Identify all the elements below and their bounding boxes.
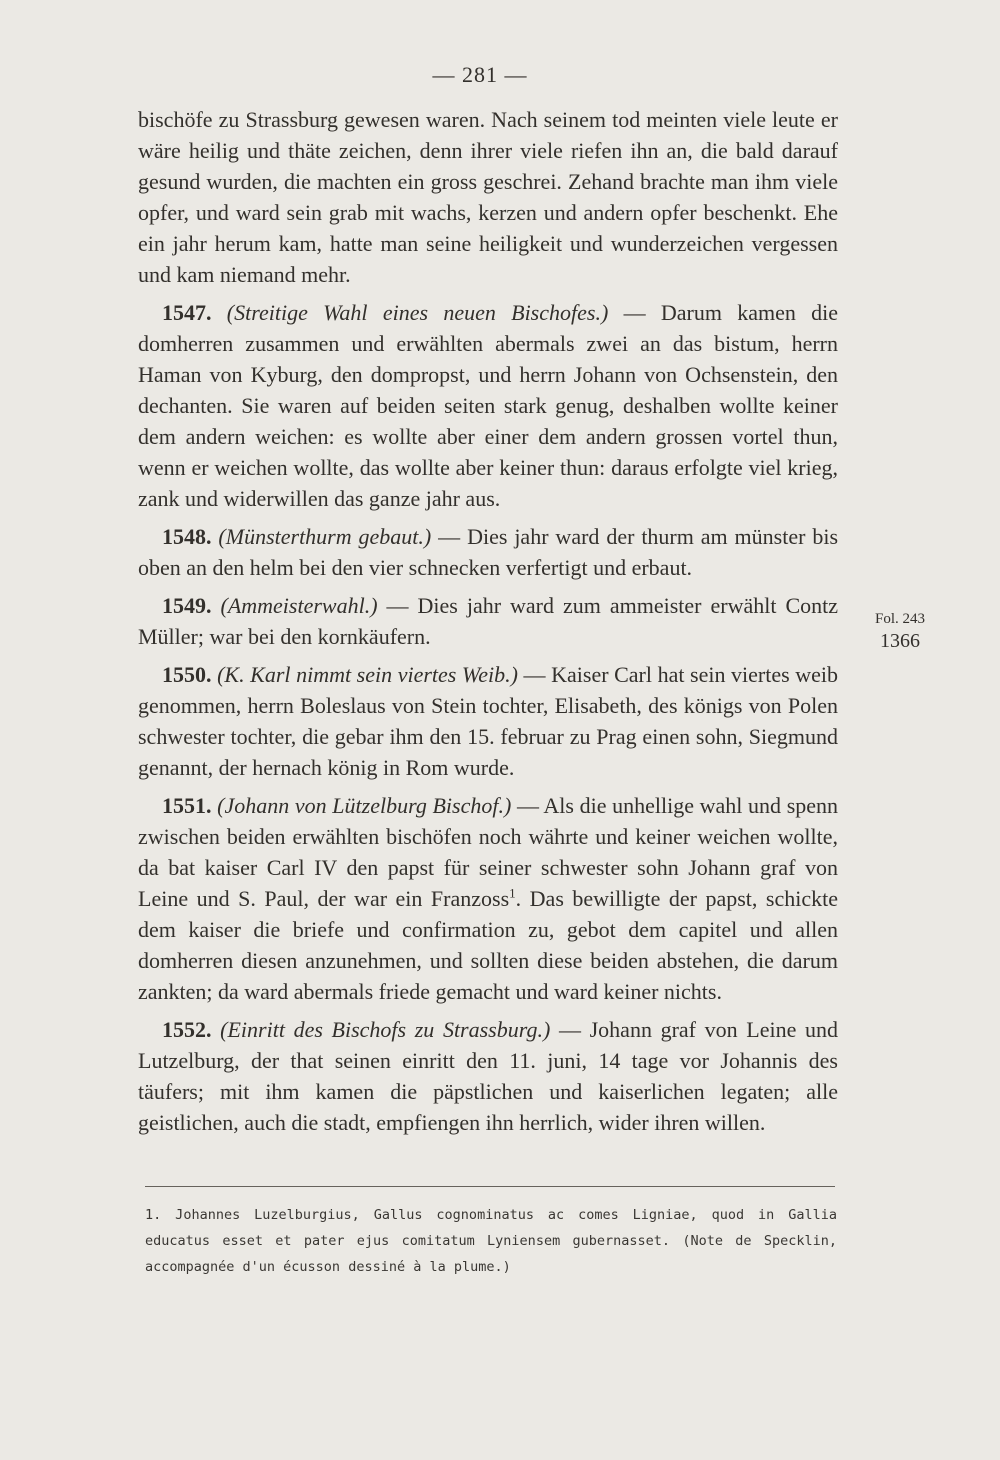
entry-1550 [138, 659, 838, 783]
entry-year: 1548. [162, 524, 212, 549]
entry-text: — Darum kamen die domherren zusammen und erwählten abermals zwei an das bistum, herrn Haman von Kyburg, den dompropst, und herrn Johann von Ochsenstein, den dechanten. Sie waren auf beiden seiten stark genug, deshalben wollte keiner dem andern weichen: es wollte aber einer dem andern grossen vortel thun, wenn er weichen wollte, das wollte aber keiner thun: daraus erfolgte viel krieg, zank und widerwillen das ganze jahr aus. [138, 300, 839, 511]
folio-label: Fol. 243 [874, 611, 925, 627]
margin-year: 1366 [880, 630, 920, 652]
entry-text: — Johann graf von Leine und Lutzelburg, der that seinen einritt den 11. juni, 14 tage vor Johannis des täufers; mit ihm kamen die päpstlichen und kaiserlichen legaten; alle geistlichen, auch die stadt, empfiengen ihn herrlich, wider ihren willen. [138, 1017, 839, 1135]
entry-title: (K. Karl nimmt sein viertes Weib.) [217, 662, 518, 687]
footnote-1: 1. Johannes Luzelburgius, Gallus cognominatus ac comes Ligniae, quod in Gallia educatus esset et pater ejus comitatum Lyniensem gubernasset. (Note de Specklin, accompagnée d'un écusson dessiné à la plume.) [145, 1207, 837, 1275]
entry-year: 1550. [162, 662, 212, 687]
entry-1551 [138, 790, 838, 1007]
entry-text: — Dies jahr ward zum ammeister erwählt Contz Müller; war bei den kornkäufern. [138, 593, 839, 649]
footnote-reference[interactable]: 1 [509, 885, 516, 901]
entry-year: 1551. [162, 793, 212, 818]
footnote-divider [145, 1186, 835, 1187]
entry-year: 1547. [162, 300, 212, 325]
entry-text-continued: . Das bewilligte der papst, schickte dem kaiser die briefe und confirmation zu, gebot dem capitel und allen domherren diesen anzunehmen, und sollten diese beiden abstehen, die darum zankten; da ward abermals friede gemacht und ward keiner nichts. [138, 886, 838, 1004]
entry-1549 [138, 590, 838, 652]
entry-1547 [138, 297, 838, 514]
entry-1548 [138, 521, 838, 583]
entry-text: — Dies jahr ward der thurm am münster bis oben an den helm bei den vier schnecken verfertigt und erbaut. [138, 524, 839, 580]
intro-paragraph: bischöfe zu Strassburg gewesen waren. Nach seinem tod meinten viele leute er wäre heilig und thäte zeichen, denn ihrer viele riefen ihn an, die bald darauf gesund wurden, die machten ein gross geschrei. Zehand brachte man ihm viele opfer, und ward sein grab mit wachs, kerzen und andern opfer beschenkt. Ehe ein jahr herum kam, hatte man seine heiligkeit und wunderzeichen vergessen und kam niemand mehr. [138, 107, 838, 287]
main-text [138, 104, 838, 1138]
entry-title: (Münsterthurm gebaut.) [218, 524, 432, 549]
entry-title: (Streitige Wahl eines neuen Bischofes.) [226, 300, 609, 325]
entry-text: — Als die unhellige wahl und spenn zwischen beiden erwählten bischöfen noch währte und keiner weichen wollte, da bat kaiser Carl IV den papst für seiner schwester sohn Johann graf von Leine und S. Paul, der war ein Franzoss [138, 793, 839, 911]
entry-title: (Einritt des Bischofs zu Strassburg.) [220, 1017, 551, 1042]
page-number: — 281 — [432, 62, 528, 87]
entry-1552 [138, 1014, 838, 1138]
entry-year: 1549. [162, 593, 212, 618]
margin-note [860, 608, 940, 652]
entry-year: 1552. [162, 1017, 212, 1042]
entry-title: (Ammeisterwahl.) [220, 593, 378, 618]
entry-text: — Kaiser Carl hat sein viertes weib genommen, herrn Boleslaus von Stein tochter, Elisabeth, des königs von Polen schwester tochter, die gebar ihm den 15. februar zu Prag einen sohn, Siegmund genannt, der hernach könig in Rom wurde. [138, 662, 839, 780]
entry-title: (Johann von Lützelburg Bischof.) [217, 793, 512, 818]
footnotes [145, 1202, 837, 1280]
